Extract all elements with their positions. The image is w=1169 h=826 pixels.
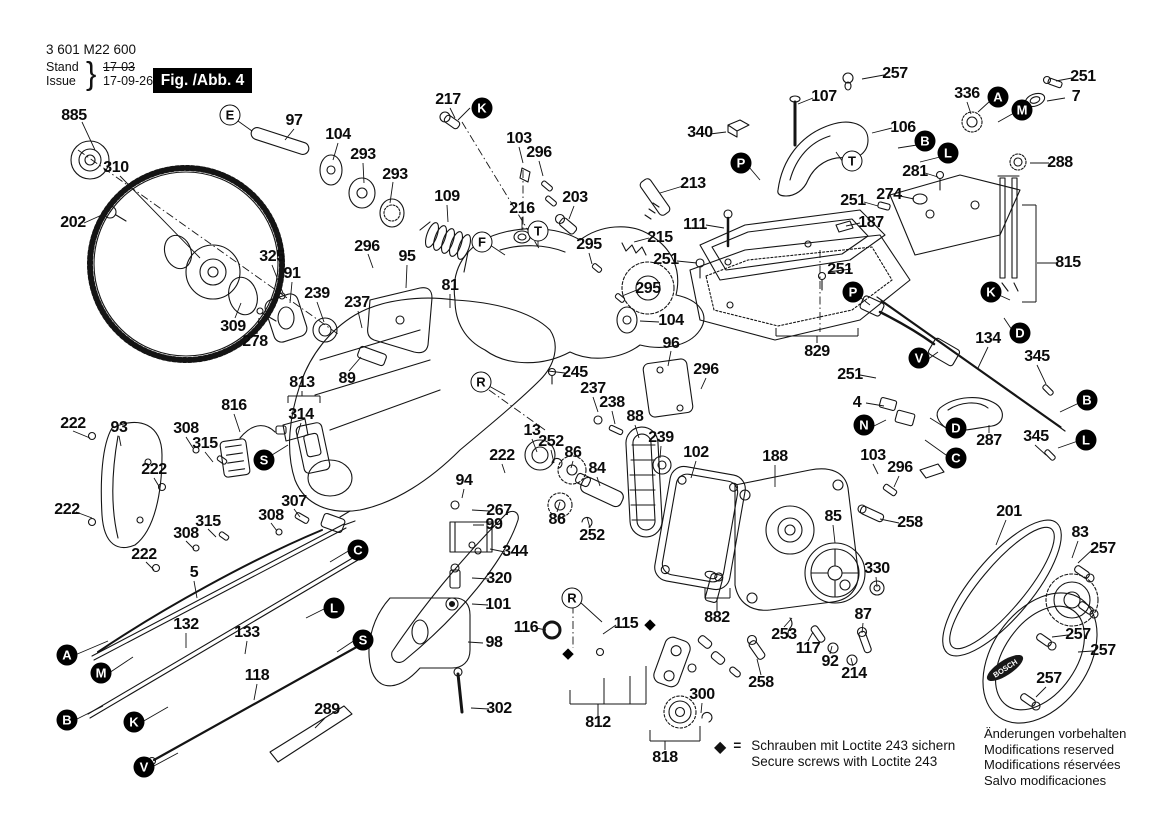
brace-glyph: } xyxy=(86,55,97,92)
part-label-309: 309 xyxy=(220,318,246,335)
part-label-117: 117 xyxy=(795,640,821,657)
part-label-815: 815 xyxy=(1055,254,1081,271)
part-label-340: 340 xyxy=(687,124,713,141)
ref-circle-n: N xyxy=(854,415,875,436)
part-label-103: 103 xyxy=(860,447,886,464)
ref-circle-t: T xyxy=(842,151,863,172)
spring-shape xyxy=(420,221,473,272)
part-label-296: 296 xyxy=(887,459,913,476)
part-label-344: 344 xyxy=(502,543,528,560)
ref-circle-b: B xyxy=(57,710,78,731)
ref-circle-d: D xyxy=(946,418,967,439)
part-label-84: 84 xyxy=(588,460,606,477)
part-label-103: 103 xyxy=(506,130,532,147)
part-label-115: 115 xyxy=(613,615,639,632)
note-es: Salvo modificaciones xyxy=(984,772,1107,788)
ref-circle-v: V xyxy=(134,757,155,778)
ref-circle-p: P xyxy=(843,282,864,303)
modifications-note xyxy=(984,726,1126,788)
part-label-118: 118 xyxy=(244,667,270,684)
part-label-222: 222 xyxy=(131,546,157,563)
part-label-288: 288 xyxy=(1047,154,1073,171)
saw-blade-shape xyxy=(90,168,282,360)
part-label-882: 882 xyxy=(704,609,730,626)
product-number: 3 601 M22 600 xyxy=(46,42,137,57)
legend-line-en: Secure screws with Loctite 243 xyxy=(751,753,938,769)
part-label-104: 104 xyxy=(658,312,684,329)
part-label-308: 308 xyxy=(258,507,284,524)
part-label-829: 829 xyxy=(804,343,830,360)
part-label-308: 308 xyxy=(173,525,199,542)
part-label-816: 816 xyxy=(221,397,247,414)
ref-circle-m: M xyxy=(1012,100,1033,121)
part-label-202: 202 xyxy=(60,214,86,231)
part-label-345: 345 xyxy=(1023,428,1049,445)
part-label-94: 94 xyxy=(455,472,473,489)
diamond-icon: ◆ xyxy=(644,616,656,633)
part-label-308: 308 xyxy=(173,420,199,437)
part-label-187: 187 xyxy=(858,214,884,231)
part-label-257: 257 xyxy=(1065,626,1091,643)
part-label-81: 81 xyxy=(441,277,459,294)
part-label-99: 99 xyxy=(485,516,503,533)
ref-circle-r: R xyxy=(471,372,492,393)
part-label-96: 96 xyxy=(662,335,680,352)
part-label-238: 238 xyxy=(599,394,625,411)
part-label-315: 315 xyxy=(195,513,221,530)
ref-circle-l: L xyxy=(938,143,959,164)
stand-label: Stand xyxy=(46,60,79,74)
ref-circle-m: M xyxy=(91,663,112,684)
part-label-106: 106 xyxy=(890,119,916,136)
part-label-296: 296 xyxy=(526,144,552,161)
diamond-icon: ◆ xyxy=(714,739,727,756)
part-label-217: 217 xyxy=(435,91,461,108)
loctite-legend xyxy=(714,738,955,769)
ref-circle-r: R xyxy=(562,588,583,609)
part-label-101: 101 xyxy=(485,596,511,613)
note-de: Änderungen vorbehalten xyxy=(984,726,1127,741)
part-label-86: 86 xyxy=(548,511,566,528)
part-label-237: 237 xyxy=(580,380,606,397)
ref-circle-l: L xyxy=(1076,430,1097,451)
part-label-116: 116 xyxy=(513,619,539,636)
ref-circle-f: F xyxy=(472,232,493,253)
part-label-257: 257 xyxy=(1090,642,1116,659)
part-label-109: 109 xyxy=(434,188,460,205)
part-label-222: 222 xyxy=(489,447,515,464)
ref-circle-l: L xyxy=(324,598,345,619)
part-label-296: 296 xyxy=(354,238,380,255)
part-label-314: 314 xyxy=(288,406,314,423)
part-label-102: 102 xyxy=(683,444,709,461)
ref-circle-t: T xyxy=(528,221,549,242)
part-label-133: 133 xyxy=(234,624,260,641)
part-label-295: 295 xyxy=(635,280,661,297)
brand-logo-text: BOSCH xyxy=(991,657,1020,680)
part-label-300: 300 xyxy=(689,686,715,703)
part-label-289: 289 xyxy=(314,701,340,718)
date-current: 17-09-26 xyxy=(103,74,154,88)
part-label-251: 251 xyxy=(840,192,866,209)
part-label-214: 214 xyxy=(841,665,867,682)
part-label-345: 345 xyxy=(1024,348,1050,365)
legend-equals: = xyxy=(733,738,742,753)
ref-circle-v: V xyxy=(909,348,930,369)
part-label-5: 5 xyxy=(189,564,199,581)
part-label-188: 188 xyxy=(762,448,788,465)
part-label-258: 258 xyxy=(897,514,923,531)
ref-circle-p: P xyxy=(731,153,752,174)
ref-circle-c: C xyxy=(348,540,369,561)
part-label-222: 222 xyxy=(141,461,167,478)
part-label-315: 315 xyxy=(192,435,218,452)
part-label-310: 310 xyxy=(103,159,129,176)
part-label-885: 885 xyxy=(61,107,87,124)
ref-circle-k: K xyxy=(981,282,1002,303)
ref-circle-d: D xyxy=(1010,323,1031,344)
part-label-274: 274 xyxy=(876,186,902,203)
revision-labels xyxy=(46,61,79,88)
ref-circle-k: K xyxy=(124,712,145,733)
ref-circle-b: B xyxy=(1077,390,1098,411)
legend-text xyxy=(751,738,955,769)
part-label-251: 251 xyxy=(837,366,863,383)
issue-label: Issue xyxy=(46,73,76,88)
part-label-4: 4 xyxy=(852,394,862,411)
part-label-13: 13 xyxy=(523,422,541,439)
part-label-307: 307 xyxy=(281,493,307,510)
part-label-257: 257 xyxy=(1036,670,1062,687)
note-fr: Modifications réservées xyxy=(984,757,1121,772)
part-label-325: 325 xyxy=(259,248,285,265)
part-label-215: 215 xyxy=(647,229,673,246)
part-label-281: 281 xyxy=(902,163,928,180)
part-label-258: 258 xyxy=(748,674,774,691)
part-label-818: 818 xyxy=(652,749,678,766)
part-label-239: 239 xyxy=(648,429,674,446)
part-label-92: 92 xyxy=(821,653,839,670)
date-superseded: 17-03 xyxy=(103,60,135,74)
part-label-222: 222 xyxy=(60,415,86,432)
part-label-330: 330 xyxy=(864,560,890,577)
part-label-89: 89 xyxy=(338,370,356,387)
part-label-97: 97 xyxy=(285,112,303,129)
part-label-107: 107 xyxy=(811,88,837,105)
part-label-812: 812 xyxy=(585,714,611,731)
ref-circle-e: E xyxy=(220,105,241,126)
part-label-336: 336 xyxy=(954,85,980,102)
part-label-83: 83 xyxy=(1071,524,1089,541)
part-label-287: 287 xyxy=(976,432,1002,449)
legend-line-de: Schrauben mit Loctite 243 sichern xyxy=(751,738,956,753)
part-label-95: 95 xyxy=(398,248,416,265)
part-label-85: 85 xyxy=(824,508,842,525)
part-label-251: 251 xyxy=(1070,68,1096,85)
ref-circle-b: B xyxy=(915,131,936,152)
part-label-203: 203 xyxy=(562,189,588,206)
group-brackets xyxy=(288,205,1036,750)
part-label-267: 267 xyxy=(486,502,512,519)
part-label-237: 237 xyxy=(344,294,370,311)
part-label-88: 88 xyxy=(626,408,644,425)
part-label-134: 134 xyxy=(975,330,1001,347)
ref-circle-s: S xyxy=(353,630,374,651)
part-label-104: 104 xyxy=(325,126,351,143)
part-label-257: 257 xyxy=(1090,540,1116,557)
part-label-239: 239 xyxy=(304,285,330,302)
part-label-86: 86 xyxy=(564,444,582,461)
part-label-253: 253 xyxy=(771,626,797,643)
revision-dates xyxy=(103,60,153,88)
figure-label: Fig. /Abb. 4 xyxy=(153,68,252,93)
part-label-87: 87 xyxy=(854,606,872,623)
ref-circle-a: A xyxy=(57,645,78,666)
ref-circle-a: A xyxy=(988,87,1009,108)
ref-circle-s: S xyxy=(254,450,275,471)
diamond-icon: ◆ xyxy=(562,645,574,662)
note-en: Modifications reserved xyxy=(984,741,1115,757)
ref-circle-c: C xyxy=(946,448,967,469)
part-label-320: 320 xyxy=(486,570,512,587)
part-label-251: 251 xyxy=(653,251,679,268)
part-label-296: 296 xyxy=(693,361,719,378)
part-label-293: 293 xyxy=(350,146,376,163)
ref-circle-k: K xyxy=(472,98,493,119)
part-label-251: 251 xyxy=(827,261,853,278)
part-label-7: 7 xyxy=(1071,88,1081,105)
part-label-222: 222 xyxy=(54,501,80,518)
part-label-98: 98 xyxy=(485,634,503,651)
part-label-252: 252 xyxy=(579,527,605,544)
part-label-216: 216 xyxy=(509,200,535,217)
part-label-302: 302 xyxy=(486,700,512,717)
part-label-213: 213 xyxy=(680,175,706,192)
part-label-91: 91 xyxy=(283,265,301,282)
part-label-245: 245 xyxy=(562,364,588,381)
part-label-111: 111 xyxy=(683,216,707,233)
part-label-278: 278 xyxy=(242,333,268,350)
part-label-813: 813 xyxy=(289,374,315,391)
part-label-293: 293 xyxy=(382,166,408,183)
part-label-201: 201 xyxy=(996,503,1022,520)
part-label-93: 93 xyxy=(110,419,128,436)
part-label-257: 257 xyxy=(882,65,908,82)
part-label-132: 132 xyxy=(173,616,199,633)
part-label-295: 295 xyxy=(576,236,602,253)
part-label-252: 252 xyxy=(538,433,564,450)
